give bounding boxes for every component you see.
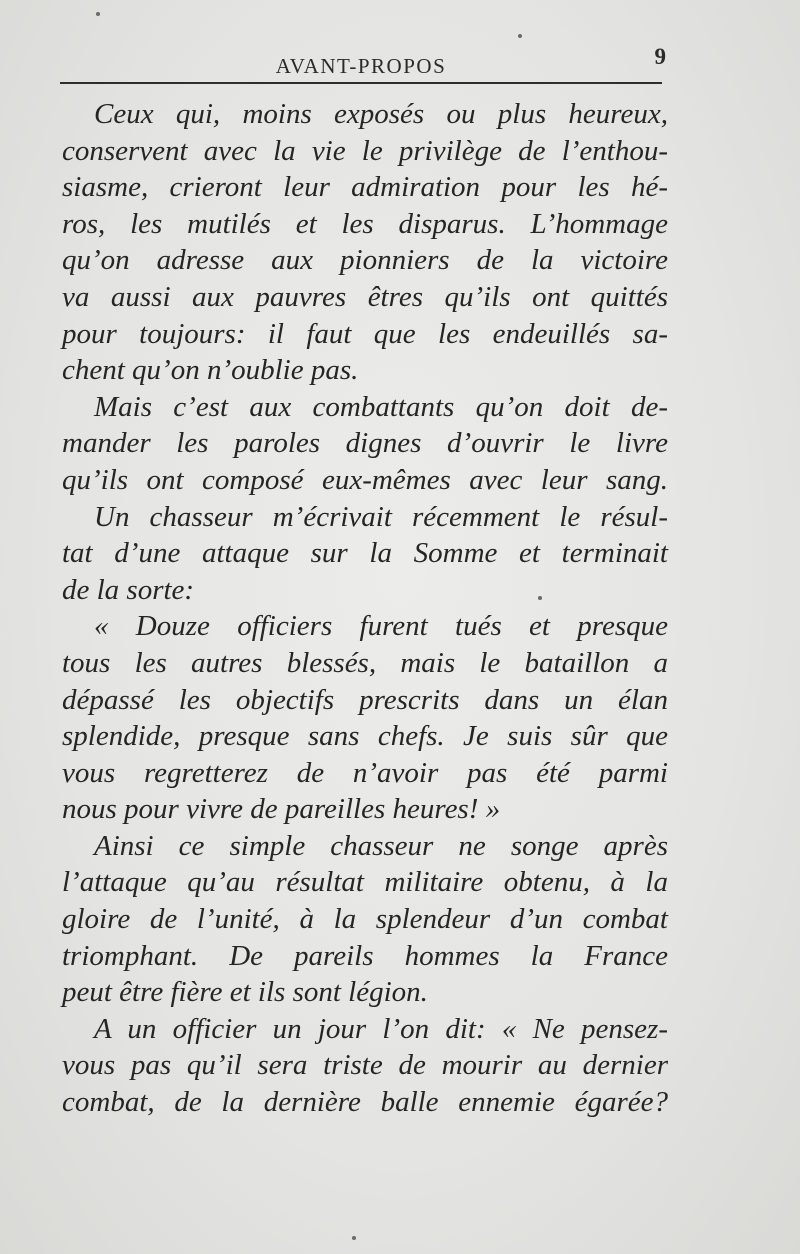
- text-line: tous les autres blessés, mais le bataillon a: [62, 646, 668, 679]
- text-line: tat d’une attaque sur la Somme et terminait: [62, 537, 668, 570]
- page-number: 9: [654, 44, 666, 69]
- paper-speck: [518, 34, 522, 38]
- body-text: [62, 96, 668, 1121]
- text-line: gloire de l’unité, à la splendeur d’un combat: [62, 903, 668, 936]
- text-line: peut être fière et ils sont légion.: [62, 976, 428, 1009]
- text-line: Un chasseur m’écrivait récemment le résul-: [94, 500, 668, 533]
- text-line: Mais c’est aux combattants qu’on doit de-: [94, 390, 668, 423]
- text-line: vous pas qu’il sera triste de mourir au dernier: [62, 1049, 668, 1082]
- text-line: « Douze officiers furent tués et presque: [94, 610, 668, 643]
- paper-speck: [96, 12, 100, 16]
- text-line: de la sorte:: [62, 573, 195, 606]
- text-line: triomphant. De pareils hommes la France: [62, 939, 668, 972]
- text-line: va aussi aux pauvres êtres qu’ils ont quittés: [62, 280, 668, 313]
- header-rule: [60, 82, 662, 84]
- text-line: chent qu’on n’oublie pas.: [62, 354, 359, 387]
- page-header: [60, 44, 668, 84]
- text-line: Ainsi ce simple chasseur ne songe après: [94, 829, 668, 862]
- text-line: mander les paroles dignes d’ouvrir le livre: [62, 427, 668, 460]
- text-line: siasme, crieront leur admiration pour les hé-: [62, 171, 668, 204]
- text-line: Ceux qui, moins exposés ou plus heureux,: [94, 98, 668, 130]
- text-line: ros, les mutilés et les disparus. L’hommage: [62, 207, 668, 240]
- text-line: qu’ils ont composé eux-mêmes avec leur sang.: [62, 463, 668, 496]
- text-line: A un officier un jour l’on dit: « Ne pensez-: [94, 1012, 668, 1045]
- paper-speck: [352, 1236, 356, 1240]
- text-line: conservent avec la vie le privilège de l’enthou-: [62, 134, 668, 167]
- text-line: combat, de la dernière balle ennemie égarée?: [62, 1086, 668, 1119]
- text-line: nous pour vivre de pareilles heures! »: [62, 793, 501, 826]
- text-line: qu’on adresse aux pionniers de la victoire: [62, 244, 668, 277]
- text-line: pour toujours: il faut que les endeuillés sa-: [62, 317, 668, 350]
- text-line: dépassé les objectifs prescrits dans un élan: [62, 683, 668, 716]
- text-line: l’attaque qu’au résultat militaire obtenu, à la: [62, 866, 668, 899]
- paper-speck: [538, 596, 542, 600]
- text-line: splendide, presque sans chefs. Je suis sûr que: [62, 720, 668, 753]
- running-head: AVANT-PROPOS: [275, 54, 447, 78]
- text-line: vous regretterez de n’avoir pas été parmi: [62, 756, 668, 789]
